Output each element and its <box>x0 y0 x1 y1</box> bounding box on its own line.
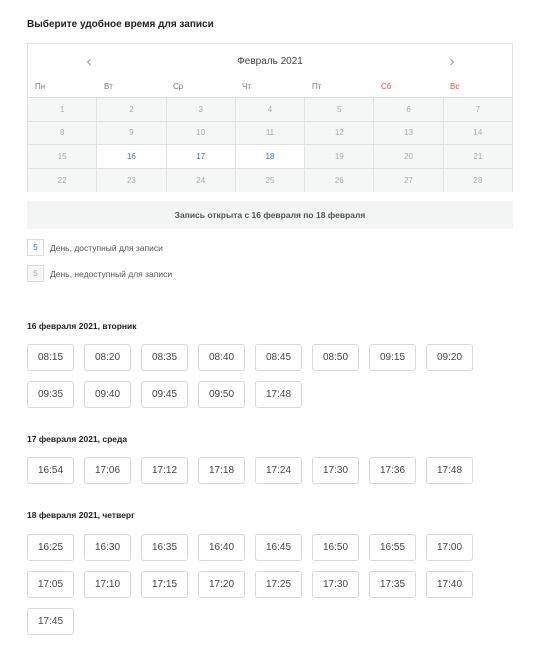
calendar <box>27 43 513 192</box>
time-slot-button[interactable]: 17:00 <box>426 534 473 561</box>
calendar-day-unavailable: 23 <box>97 169 166 193</box>
day-title: 16 февраля 2021, вторник <box>27 321 137 331</box>
calendar-day-unavailable: 1 <box>28 98 97 122</box>
weekday-label: Чт <box>242 82 251 91</box>
time-slot-button[interactable]: 16:40 <box>198 534 245 561</box>
time-slot-button[interactable]: 09:15 <box>369 344 416 371</box>
time-slots-list <box>27 534 487 645</box>
legend-unavailable <box>27 265 172 282</box>
time-slot-button[interactable]: 17:25 <box>255 571 302 598</box>
calendar-day-unavailable: 9 <box>97 122 166 146</box>
time-slot-button[interactable]: 17:30 <box>312 571 359 598</box>
time-slot-button[interactable]: 09:20 <box>426 344 473 371</box>
calendar-day-unavailable: 8 <box>28 122 97 146</box>
calendar-day-unavailable: 25 <box>236 169 305 193</box>
calendar-day-unavailable: 26 <box>305 169 374 193</box>
day-title: 17 февраля 2021, среда <box>27 434 128 444</box>
calendar-day-available[interactable]: 17 <box>167 145 236 169</box>
calendar-week-row <box>28 145 512 169</box>
time-slot-button[interactable]: 17:45 <box>27 608 74 635</box>
calendar-day-unavailable: 3 <box>167 98 236 122</box>
time-slot-button[interactable]: 09:50 <box>198 381 245 408</box>
time-slot-button[interactable]: 16:30 <box>84 534 131 561</box>
weekday-label: Ср <box>173 82 184 91</box>
time-slot-button[interactable]: 17:18 <box>198 457 245 484</box>
time-slot-button[interactable]: 17:30 <box>312 457 359 484</box>
weekday-label: Пн <box>35 82 46 91</box>
calendar-week-row <box>28 169 512 193</box>
time-slot-button[interactable]: 09:40 <box>84 381 131 408</box>
time-slots-list <box>27 457 487 494</box>
calendar-day-unavailable: 28 <box>444 169 512 193</box>
time-slot-button[interactable]: 16:54 <box>27 457 74 484</box>
time-slot-button[interactable]: 16:25 <box>27 534 74 561</box>
legend-available-label: День, доступный для записи <box>50 242 163 253</box>
calendar-grid <box>28 98 512 192</box>
calendar-day-unavailable: 10 <box>167 122 236 146</box>
calendar-week-row <box>28 122 512 146</box>
calendar-day-unavailable: 14 <box>444 122 512 146</box>
legend-available <box>27 239 163 256</box>
calendar-day-unavailable: 5 <box>305 98 374 122</box>
time-slot-button[interactable]: 09:35 <box>27 381 74 408</box>
time-slot-button[interactable]: 16:35 <box>141 534 188 561</box>
time-slot-button[interactable]: 08:40 <box>198 344 245 371</box>
time-slot-button[interactable]: 17:12 <box>141 457 188 484</box>
calendar-week-row <box>28 98 512 122</box>
time-slot-button[interactable]: 17:10 <box>84 571 131 598</box>
time-slot-button[interactable]: 17:15 <box>141 571 188 598</box>
calendar-day-available[interactable]: 18 <box>236 145 305 169</box>
time-slot-button[interactable]: 09:45 <box>141 381 188 408</box>
time-slot-button[interactable]: 17:48 <box>255 381 302 408</box>
calendar-month-title: Февраль 2021 <box>237 56 303 67</box>
calendar-day-unavailable: 20 <box>374 145 443 169</box>
time-slot-button[interactable]: 17:05 <box>27 571 74 598</box>
time-slot-button[interactable]: 08:45 <box>255 344 302 371</box>
chevron-left-icon[interactable]: ‹ <box>86 53 92 70</box>
time-slot-button[interactable]: 08:35 <box>141 344 188 371</box>
time-slot-button[interactable]: 17:40 <box>426 571 473 598</box>
time-slot-button[interactable]: 08:50 <box>312 344 359 371</box>
weekday-label: Пт <box>312 82 322 91</box>
time-slot-button[interactable]: 17:20 <box>198 571 245 598</box>
chevron-right-icon[interactable]: › <box>449 53 455 70</box>
legend-available-swatch: 5 <box>27 239 44 256</box>
calendar-header <box>28 44 512 98</box>
calendar-day-unavailable: 24 <box>167 169 236 193</box>
time-slot-button[interactable]: 17:36 <box>369 457 416 484</box>
legend-unavailable-swatch: 5 <box>27 265 44 282</box>
calendar-day-unavailable: 13 <box>374 122 443 146</box>
time-slot-button[interactable]: 17:24 <box>255 457 302 484</box>
calendar-day-available[interactable]: 16 <box>97 145 166 169</box>
time-slot-button[interactable]: 17:35 <box>369 571 416 598</box>
booking-period-notice: Запись открыта с 16 февраля по 18 февраля <box>27 201 513 229</box>
day-title: 18 февраля 2021, четверг <box>27 510 135 520</box>
calendar-day-unavailable: 12 <box>305 122 374 146</box>
calendar-day-unavailable: 15 <box>28 145 97 169</box>
time-slot-button[interactable]: 16:45 <box>255 534 302 561</box>
time-slot-button[interactable]: 08:15 <box>27 344 74 371</box>
calendar-day-unavailable: 2 <box>97 98 166 122</box>
time-slot-button[interactable]: 16:50 <box>312 534 359 561</box>
weekday-label: Сб <box>381 82 392 91</box>
page-title: Выберите удобное время для записи <box>27 19 214 30</box>
calendar-day-unavailable: 4 <box>236 98 305 122</box>
legend-unavailable-label: День, недоступный для записи <box>50 268 173 279</box>
time-slot-button[interactable]: 17:48 <box>426 457 473 484</box>
calendar-day-unavailable: 19 <box>305 145 374 169</box>
weekday-label: Вс <box>450 82 460 91</box>
time-slot-button[interactable]: 16:55 <box>369 534 416 561</box>
calendar-day-unavailable: 11 <box>236 122 305 146</box>
time-slots-list <box>27 344 487 418</box>
calendar-day-unavailable: 7 <box>444 98 512 122</box>
weekday-label: Вт <box>104 82 113 91</box>
time-slot-button[interactable]: 17:06 <box>84 457 131 484</box>
calendar-day-unavailable: 6 <box>374 98 443 122</box>
calendar-day-unavailable: 27 <box>374 169 443 193</box>
calendar-day-unavailable: 22 <box>28 169 97 193</box>
calendar-day-unavailable: 21 <box>444 145 512 169</box>
time-slot-button[interactable]: 08:20 <box>84 344 131 371</box>
